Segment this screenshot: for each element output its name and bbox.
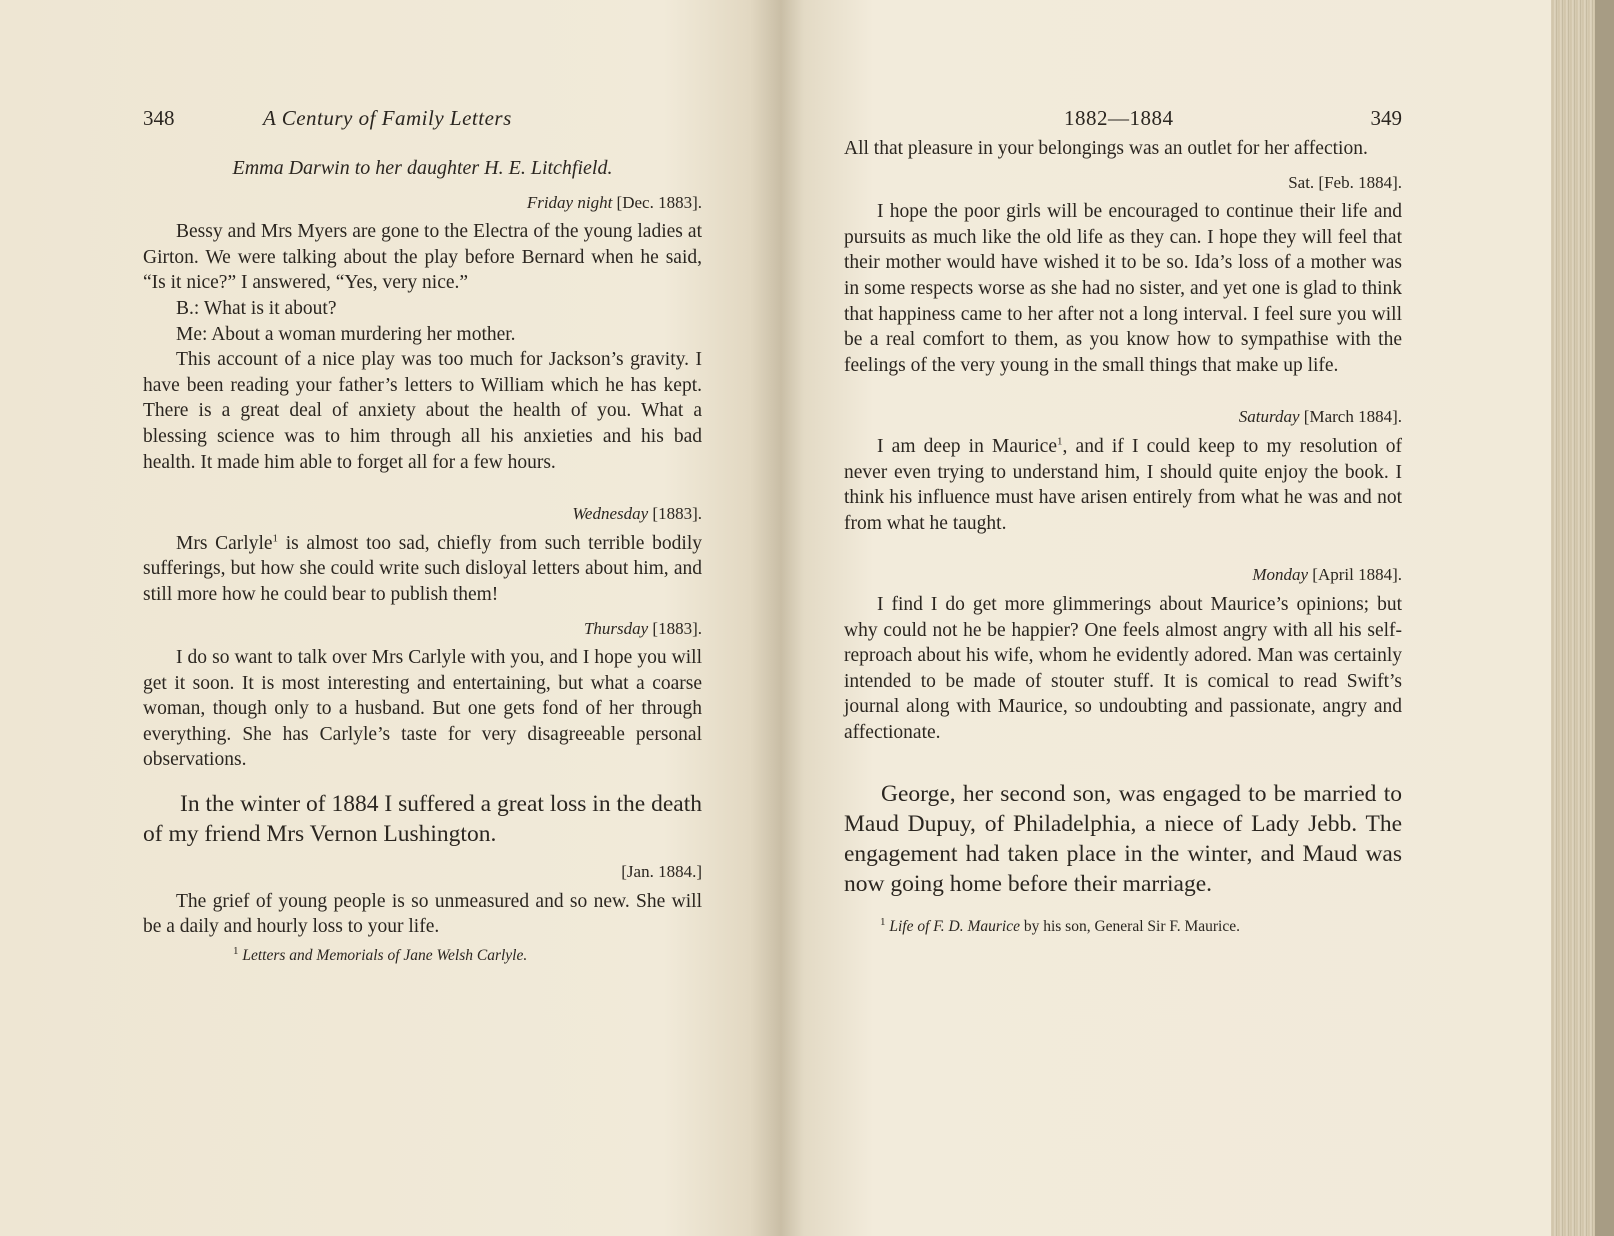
footnote-marker: 1 [272, 532, 279, 545]
footnote-marker: 1 [1056, 435, 1063, 448]
paragraph: I hope the poor girls will be encouraged to continue their life and pursuits as much like the old life as they can. I hope they will feel that their mother would have wished it to be so. Ida’s loss of a mother was in some respects worse as she had no sister, and yet one is glad to think that happiness came to her after not a long interval. I feel sure you will be a real comfort to them, as you know how to sympathise with the feelings of the very young in the small things that make up life. [844, 201, 1402, 376]
footnote [143, 946, 702, 966]
left-page [0, 0, 781, 1236]
paragraph-part: is almost too sad, chiefly from such terrible bodily sufferings, but how she could write such disloyal letters about him, and still more how he could bear to publish them! [143, 532, 702, 605]
dateline-date: [1883]. [652, 618, 702, 638]
paragraph: This account of a nice play was too much for Jackson’s gravity. I have been reading your father’s letters to William which he has kept. There is a great deal of anxiety about the health of you. What a blessing science was to him through all his anxieties and his bad health. It made him able to forget all for a few hours. [143, 349, 702, 473]
left-page-number: 348 [143, 106, 175, 130]
dateline-date: [1883]. [652, 504, 702, 524]
paragraph [844, 434, 1402, 536]
paragraph: Bessy and Mrs Myers are gone to the Electra of the young ladies at Girton. We were talking about the play before Bernard when he said, “Is it nice?” I answered, “Yes, very nice.” [143, 221, 702, 294]
dateline-day: Wednesday [572, 504, 649, 524]
paragraph: The grief of young people is so unmeasured and so new. She will be a daily and hourly loss to your life. [143, 890, 702, 938]
footnote-number: 1 [233, 944, 239, 957]
dateline-day: Friday night [526, 192, 613, 212]
dateline-thursday [143, 616, 702, 642]
right-running-head [844, 100, 1402, 136]
footnote [844, 917, 1402, 937]
letter-heading: Emma Darwin to her daughter H. E. Litchfield. [232, 157, 613, 179]
paragraph-part: I am deep in Maurice [877, 435, 1057, 457]
paragraph [143, 531, 702, 608]
right-running-title: 1882—1884 [1064, 106, 1174, 130]
dateline-date: [March 1884]. [1303, 407, 1402, 427]
footnote-text: by his son, General Sir F. Maurice. [1019, 918, 1240, 936]
dateline-wednesday [143, 501, 702, 527]
narrative-paragraph: In the winter of 1884 I suffered a great loss in the death of my friend Mrs Vernon Lushington. [143, 791, 702, 848]
dateline-day: Monday [1252, 565, 1309, 585]
paragraph-part: , and if I could keep to my resolution of never even trying to understand him, I should quite enjoy the book. I think his influence must have arisen entirely from what he was and not from what he taught. [844, 435, 1402, 534]
dateline-day: Saturday [1238, 407, 1300, 427]
paragraph-part: Mrs Carlyle [176, 532, 273, 554]
paragraph: All that pleasure in your belongings was an outlet for her affection. [844, 138, 1368, 159]
footnote-title: Life of F. D. Maurice [889, 918, 1020, 936]
right-text-column [844, 100, 1402, 937]
right-page-number: 349 [1370, 106, 1402, 130]
dateline-monday [844, 562, 1402, 588]
left-running-title: A Century of Family Letters [263, 106, 512, 130]
dateline-date: [Dec. 1883]. [616, 192, 702, 212]
dateline-friday [143, 190, 702, 216]
paragraph: Me: About a woman murdering her mother. [176, 323, 516, 345]
left-text-column [143, 100, 702, 966]
right-page [781, 0, 1551, 1236]
dateline-day: Thursday [583, 618, 649, 638]
dateline-date: [April 1884]. [1312, 565, 1402, 585]
left-running-head [143, 100, 702, 136]
narrative-paragraph: George, her second son, was engaged to be married to Maud Dupuy, of Philadelphia, a niece of Lady Jebb. The engagement had taken place in the winter, and Maud was now going home before their marriage. [844, 781, 1402, 898]
footnote-number: 1 [880, 916, 886, 929]
paragraph: I do so want to talk over Mrs Carlyle with you, and I hope you will get it soon. It is most interesting and entertaining, but what a coarse woman, though only to a husband. But one gets fond of her through everything. She has Carlyle’s taste for very disagreeable personal observations. [143, 647, 702, 771]
paragraph: B.: What is it about? [176, 297, 337, 319]
page-edge-shadow [1595, 0, 1614, 1236]
dateline-jan: [Jan. 1884.] [621, 862, 702, 882]
dateline-saturday [844, 404, 1402, 430]
footnote-text: Letters and Memorials of Jane Welsh Carlyle. [242, 946, 528, 964]
dateline-sat: Sat. [Feb. 1884]. [1288, 172, 1402, 192]
paragraph: I find I do get more glimmerings about Maurice’s opinions; but why could not he be happier? One feels almost angry with all his self-reproach about his wife, whom he evidently adored. Man was certainly intended to be made of stouter stuff. It is comical to read Swift’s journal along with Maurice, so undoubting and passionate, angry and affectionate. [844, 593, 1402, 743]
